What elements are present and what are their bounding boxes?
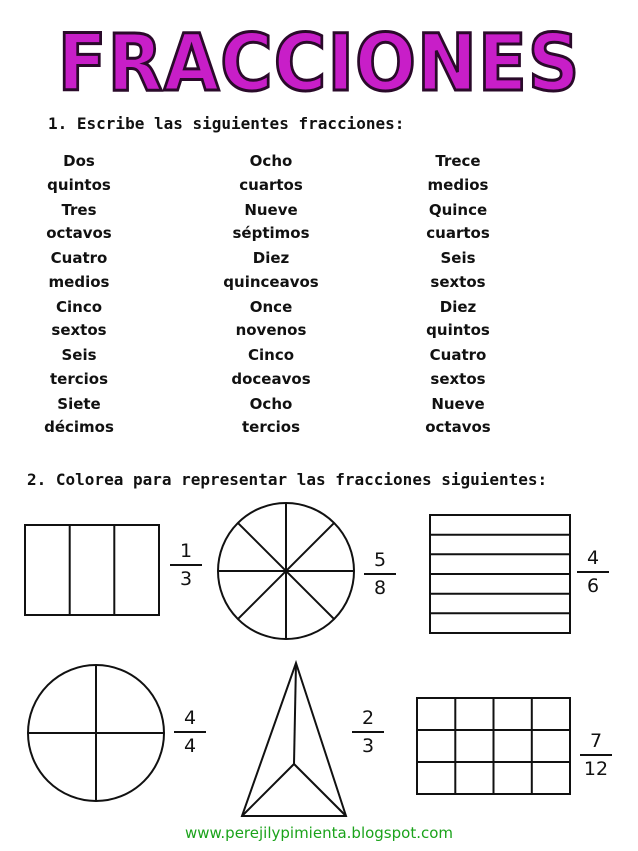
fraction-label-1: 1 3 — [168, 539, 204, 591]
numerator-word: Cinco — [247, 346, 295, 364]
denominator-word: cuartos — [239, 175, 303, 194]
fraction-label-6: 7 12 — [578, 729, 614, 781]
numerator-word: Siete — [57, 394, 101, 413]
denominator-word: novenos — [235, 321, 307, 339]
fraction-label-4: 4 4 — [172, 706, 208, 758]
numerator-word: Tres — [61, 200, 97, 219]
numerator-word: Seis — [440, 249, 476, 267]
numerator-word: Trece — [435, 152, 481, 170]
numerator-word: Dos — [63, 152, 95, 170]
fraction-label-5: 2 3 — [350, 706, 386, 758]
page-title: FRACCIONES — [57, 19, 581, 109]
instruction-2: 2. Colorea para representar las fracciones siguientes: — [27, 470, 548, 489]
numerator-word: Diez — [439, 297, 477, 316]
denominator-word: tercios — [49, 369, 108, 388]
denominator-word: octavos — [46, 224, 112, 242]
fraction-label-2: 5 8 — [362, 548, 398, 600]
rectangle-sixths-shape[interactable] — [430, 515, 570, 633]
footer-link[interactable]: www.perejilypimienta.blogspot.com — [184, 824, 454, 842]
numerator-word: Seis — [61, 346, 97, 364]
numerator-word: Nueve — [431, 394, 485, 413]
denominator-word: quinceavos — [223, 272, 319, 291]
circle-quarters-shape[interactable] — [28, 665, 164, 801]
triangle-thirds-shape[interactable] — [242, 663, 346, 816]
denominator-word: cuartos — [426, 224, 490, 242]
denominator-word: medios — [427, 175, 489, 194]
denominator-word: décimos — [44, 418, 114, 436]
numerator-word: Ocho — [249, 152, 293, 170]
numerator-word: Quince — [428, 200, 488, 219]
denominator-word: doceavos — [231, 369, 311, 388]
numerator-word: Cuatro — [429, 346, 487, 364]
denominator-word: medios — [48, 272, 110, 291]
denominator-word: quintos — [426, 321, 490, 339]
denominator-word: séptimos — [232, 224, 310, 242]
numerator-word: Diez — [252, 249, 290, 267]
denominator-word: sextos — [430, 272, 486, 291]
denominator-word: quintos — [47, 175, 111, 194]
numerator-word: Once — [249, 297, 293, 316]
denominator-word: sextos — [430, 369, 486, 388]
grid-twelfths-shape[interactable] — [417, 698, 570, 794]
numerator-word: Cuatro — [50, 249, 108, 267]
numerator-word: Ocho — [249, 394, 293, 413]
numerator-word: Nueve — [244, 200, 298, 219]
rectangle-thirds-shape[interactable] — [25, 525, 159, 615]
fraction-label-3: 4 6 — [575, 546, 611, 598]
numerator-word: Cinco — [55, 297, 103, 316]
denominator-word: octavos — [425, 418, 491, 436]
denominator-word: tercios — [241, 418, 300, 436]
circle-eighths-shape[interactable] — [218, 503, 354, 639]
denominator-word: sextos — [51, 321, 107, 339]
instruction-1: 1. Escribe las siguientes fracciones: — [48, 114, 405, 133]
